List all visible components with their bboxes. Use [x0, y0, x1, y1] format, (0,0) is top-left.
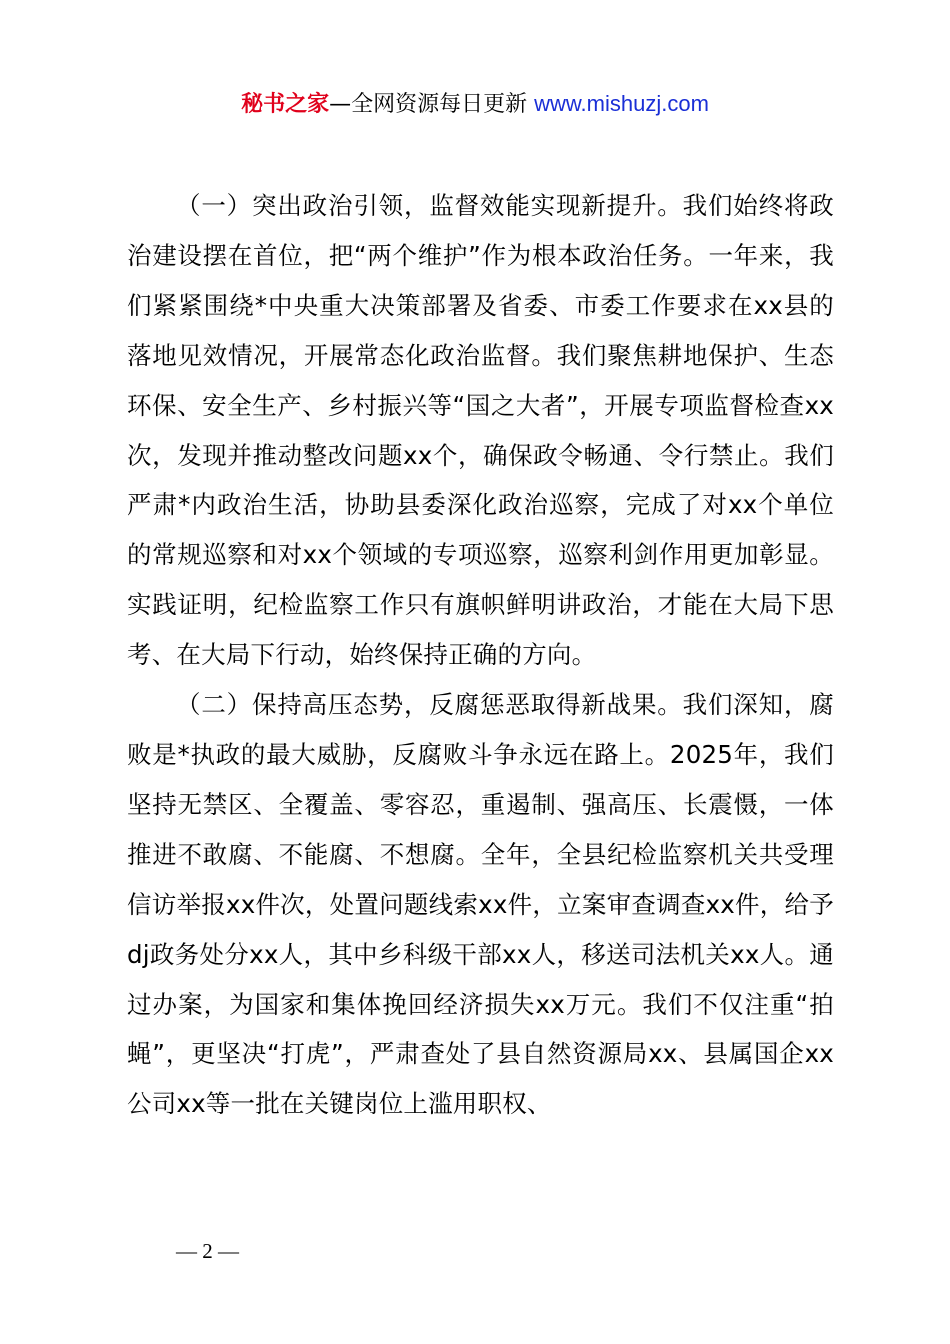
site-slogan: —全网资源每日更新 — [329, 92, 528, 117]
page-number: — 2 — — [176, 1239, 239, 1263]
body-paragraph-1: （一）突出政治引领，监督效能实现新提升。我们始终将政治建设摆在首位，把“两个维护”作为根本政治任务。一年来，我们紧紧围绕*中央重大决策部署及省委、市委工作要求在xx县的落地见效情况，开展常态化政治监督。我们聚焦耕地保护、生态环保、安全生产、乡村振兴等“国之大者”，开展专项监督检查xx次，发现并推动整改问题xx个，确保政令畅通、令行禁止。我们严肃*内政治生活，协助县委深化政治巡察，完成了对xx个单位的常规巡察和对xx个领域的专项巡察，巡察利剑作用更加彰显。实践证明，纪检监察工作只有旗帜鲜明讲政治，才能在大局下思考、在大局下行动，始终保持正确的方向。 — [127, 191, 834, 670]
document-body — [127, 181, 834, 1129]
site-brand: 秘书之家 — [241, 92, 330, 117]
site-url-link[interactable]: www.mishuzj.com — [534, 91, 709, 116]
body-paragraph-2: （二）保持高压态势，反腐惩恶取得新战果。我们深知，腐败是*执政的最大威胁，反腐败斗争永远在路上。2025年，我们坚持无禁区、全覆盖、零容忍，重遏制、强高压、长震慑，一体推进不敢腐、不能腐、不想腐。全年，全县纪检监察机关共受理信访举报xx件次，处置问题线索xx件，立案审查调查xx件，给予dj政务处分xx人，其中乡科级干部xx人，移送司法机关xx人。通过办案，为国家和集体挽回经济损失xx万元。我们不仅注重“拍蝇”，更坚决“打虎”，严肃查处了县自然资源局xx、县属国企xx公司xx等一批在关键岗位上滥用职权、 — [127, 690, 834, 1119]
page-header — [0, 86, 950, 123]
